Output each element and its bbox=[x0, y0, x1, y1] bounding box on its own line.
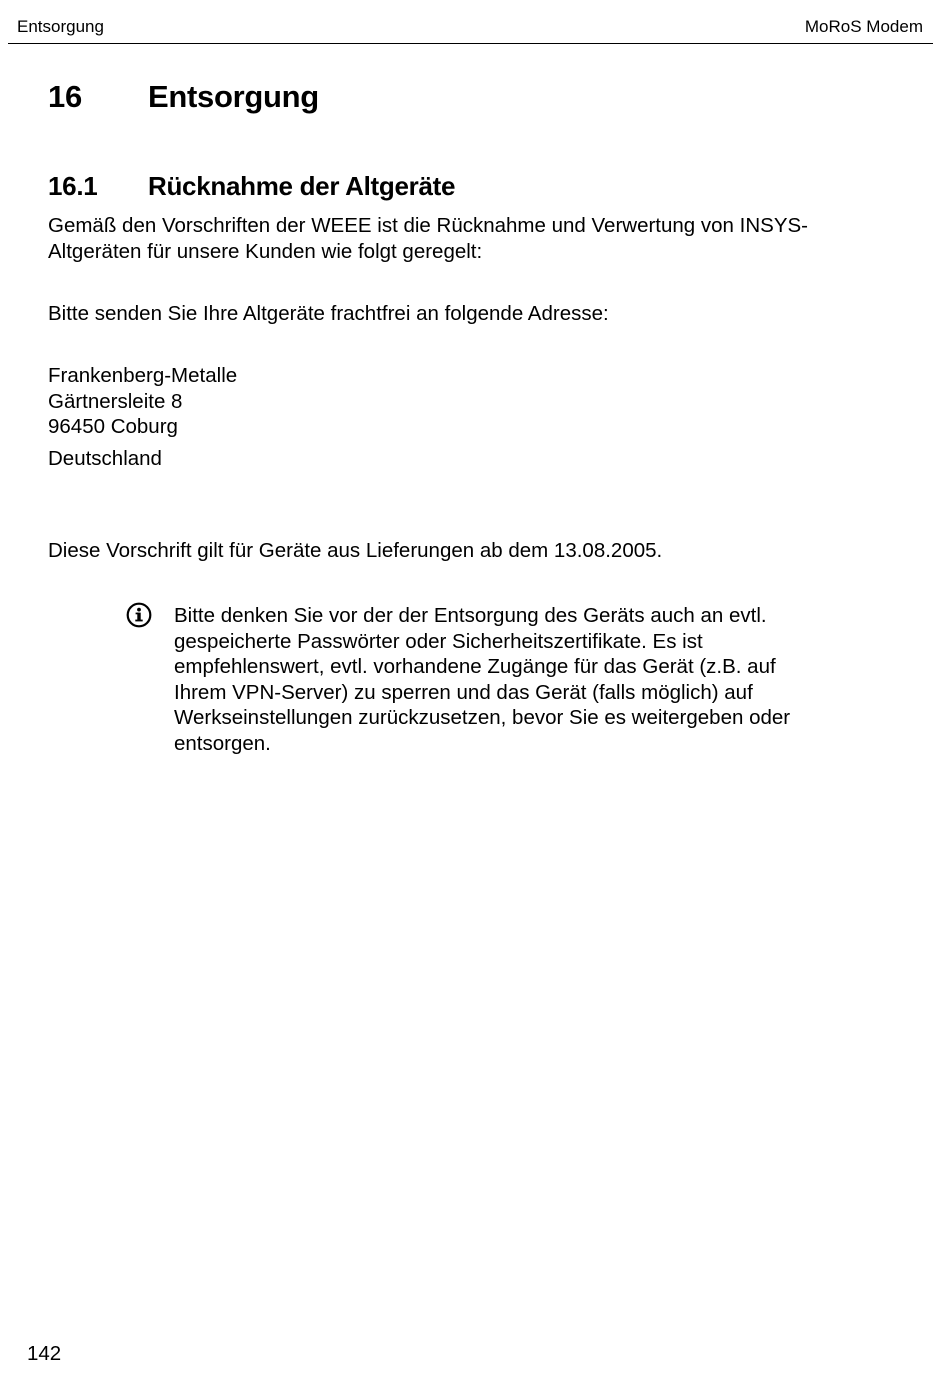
info-note-text bbox=[174, 603, 790, 756]
page-header bbox=[8, 0, 933, 44]
intro-paragraph bbox=[48, 213, 808, 264]
page-number: 142 bbox=[27, 1342, 62, 1365]
header-product-name: MoRoS Modem bbox=[804, 17, 923, 36]
address-block bbox=[48, 363, 237, 471]
info-note-line: Ihrem VPN-Server) zu sperren und das Gerät (falls möglich) auf bbox=[174, 680, 753, 704]
address-company: Frankenberg-Metalle bbox=[48, 364, 238, 387]
send-instruction: Bitte senden Sie Ihre Altgeräte frachtfrei an folgende Adresse: bbox=[48, 302, 609, 325]
info-icon bbox=[126, 602, 152, 628]
info-note-line: empfehlenswert, evtl. vorhandene Zugänge für das Gerät (z.B. auf bbox=[174, 655, 776, 678]
intro-line: Altgeräten für unsere Kunden wie folgt geregelt: bbox=[48, 239, 483, 263]
section-title: Rücknahme der Altgeräte bbox=[148, 171, 456, 201]
intro-line: Gemäß den Vorschriften der WEEE ist die Rücknahme und Verwertung von INSYS- bbox=[48, 214, 808, 237]
info-note-line: Werkseinstellungen zurückzusetzen, bevor Sie es weitergeben oder bbox=[174, 706, 791, 729]
chapter-number: 16 bbox=[48, 79, 82, 114]
chapter-title: Entsorgung bbox=[148, 79, 319, 114]
section-number: 16.1 bbox=[48, 171, 98, 201]
validity-statement: Diese Vorschrift gilt für Geräte aus Lieferungen ab dem 13.08.2005. bbox=[48, 539, 663, 562]
info-note-line: entsorgen. bbox=[174, 731, 271, 755]
info-note-line: Bitte denken Sie vor der der Entsorgung des Geräts auch an evtl. bbox=[174, 604, 767, 627]
address-country: Deutschland bbox=[48, 446, 162, 470]
address-city: 96450 Coburg bbox=[48, 415, 178, 438]
info-note-line: gespeicherte Passwörter oder Sicherheitszertifikate. Es ist bbox=[174, 629, 703, 653]
header-chapter-name: Entsorgung bbox=[17, 17, 104, 36]
address-street: Gärtnersleite 8 bbox=[48, 389, 183, 413]
